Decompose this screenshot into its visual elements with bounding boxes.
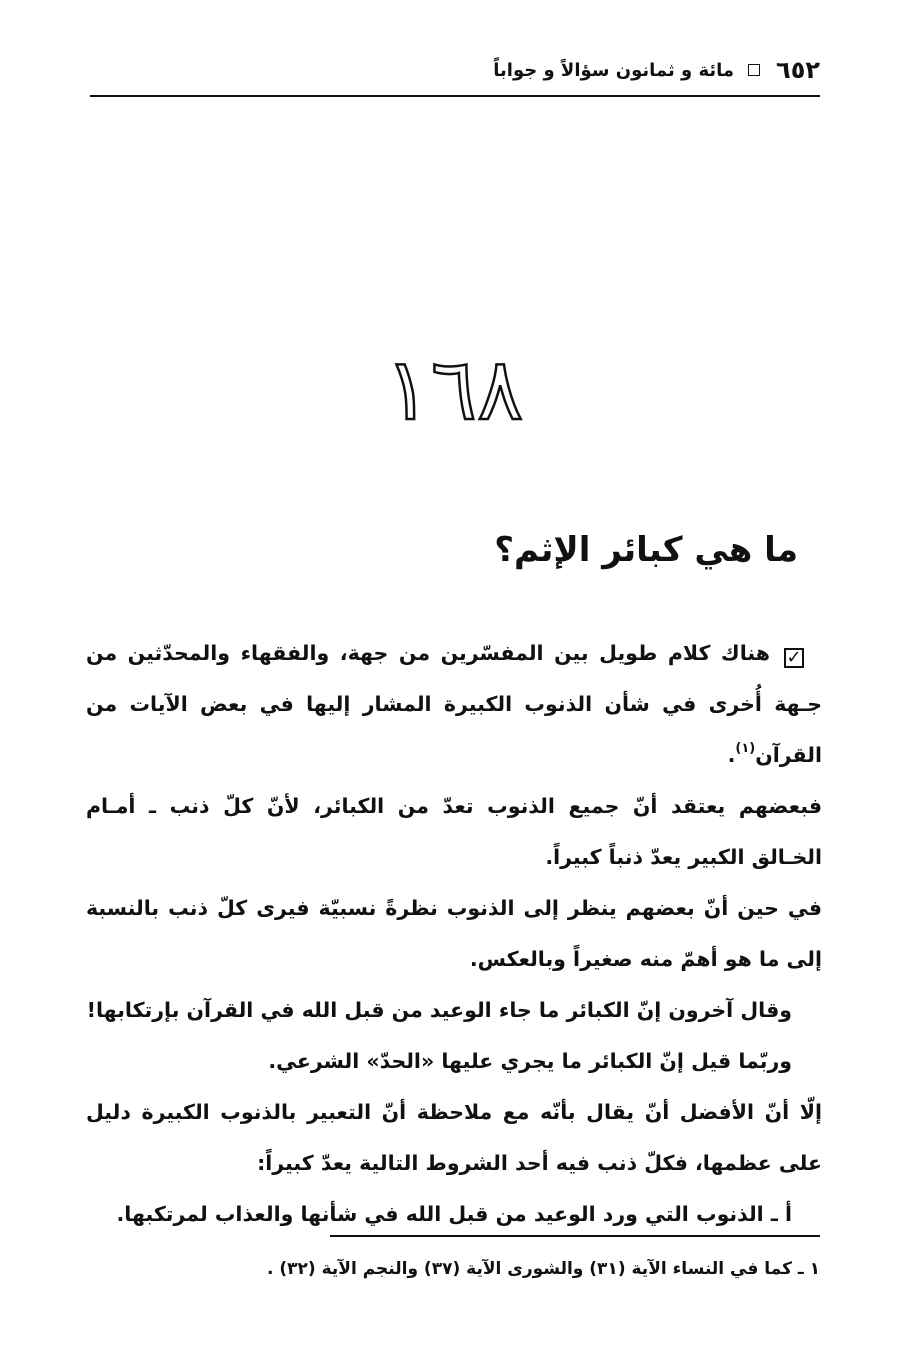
- paragraph-1: [86, 628, 822, 781]
- square-separator-icon: [748, 64, 760, 76]
- footnote-rule: [330, 1235, 820, 1237]
- footnote-reference: (١): [735, 741, 756, 756]
- question-title: ما هي كبائر الإثم؟: [494, 530, 798, 570]
- page-number: ٦٥٢: [776, 56, 820, 84]
- answer-body: [86, 628, 822, 1240]
- paragraph-5: وربّما قيل إنّ الكبائر ما يجري عليها «الحدّ» الشرعي.: [268, 1049, 792, 1073]
- paragraph-1-text: هناك كلام طويل بين المفسّرين من جهة، والفقهاء والمحدّثين من جـهة أُخرى في شأن الذنوب الكبيرة المشار إليها في بعض الآيات من القرآن: [86, 641, 822, 767]
- paragraph-6: إلّا أنّ الأفضل أنّ يقال بأنّه مع ملاحظة أنّ التعبير بالذنوب الكبيرة دليل على عظمها، فكلّ ذنب فيه أحد الشروط التالية يعدّ كبيراً:: [86, 1100, 822, 1175]
- running-title: مائة و ثمانون سؤالاً و جواباً: [493, 59, 735, 81]
- paragraph-4: وقال آخرون إنّ الكبائر ما جاء الوعيد من قبل الله في القرآن بإرتكابها!: [86, 998, 792, 1022]
- footnote: ١ ـ كما في النساء الآية (٣١) والشورى الآية (٣٧) والنجم الآية (٣٢) .: [267, 1259, 820, 1279]
- running-header: [88, 52, 820, 88]
- paragraph-3: في حين أنّ بعضهم ينظر إلى الذنوب نظرةً نسبيّة فيرى كلّ ذنب بالنسبة إلى ما هو أهمّ منه صغيراً وبالعكس.: [86, 896, 822, 971]
- header-rule: [90, 95, 820, 97]
- question-number-text: ١٦٨: [384, 340, 524, 440]
- paragraph-1-end: .: [727, 743, 736, 767]
- question-number: [0, 340, 908, 440]
- paragraph-7: أ ـ الذنوب التي ورد الوعيد من قبل الله في شأنها والعذاب لمرتكبها.: [116, 1202, 792, 1226]
- checkbox-icon: ✓: [784, 648, 804, 668]
- paragraph-2: فبعضهم يعتقد أنّ جميع الذنوب تعدّ من الكبائر، لأنّ كلّ ذنب ـ أمـام الخـالق الكبير يعدّ ذنباً كبيراً.: [86, 794, 822, 869]
